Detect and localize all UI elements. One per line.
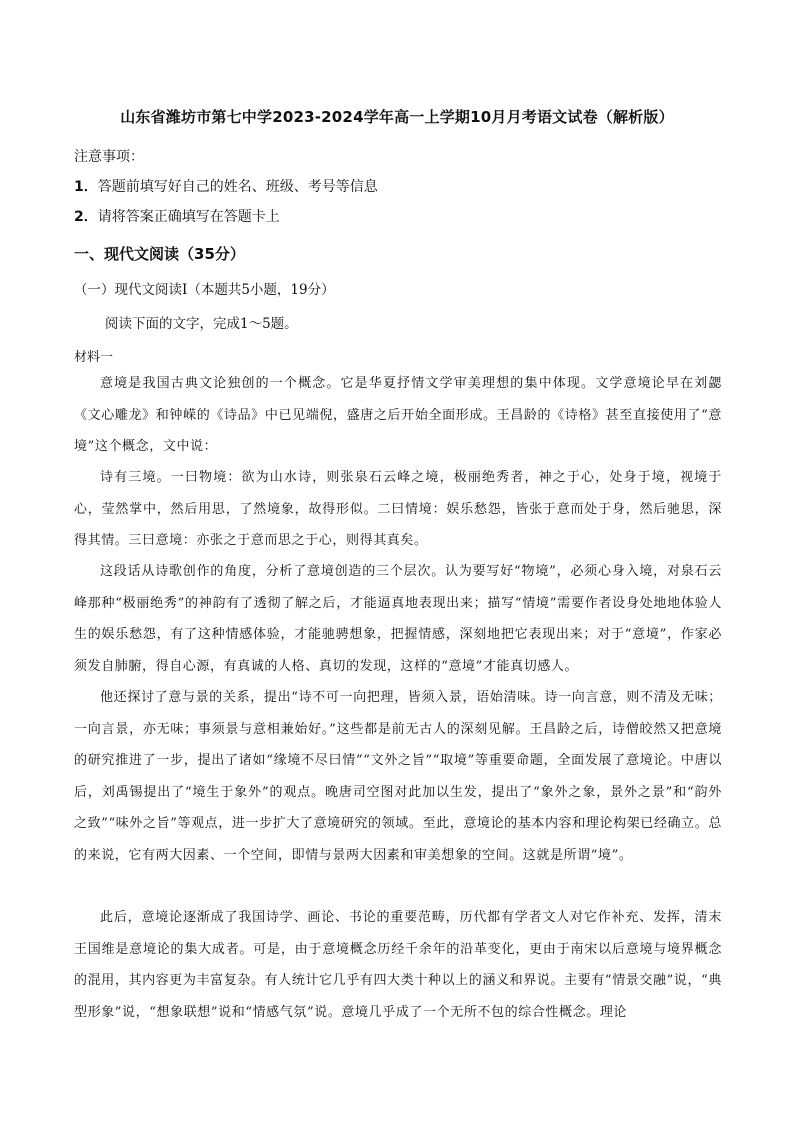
document-title: 山东省潍坊市第七中学2023-2024学年高一上学期10月月考语文试卷（解析版） [120, 108, 674, 126]
notice-heading: 注意事项： [74, 149, 144, 165]
reading-instruction: 阅读下面的文字，完成1～5题。 [105, 316, 298, 332]
section-heading: 一、现代文阅读（35分） [74, 245, 245, 263]
notice-number: 1． [74, 179, 98, 195]
paragraph-1: 意境是我国古典文论独创的一个概念。它是华夏抒情文学审美理想的集中体现。文学意境论早在刘勰《文心雕龙》和钟嵘的《诗品》中已见端倪，盛唐之后开始全面形成。王昌龄的《诗格》甚至直接使用了“意境”这个概念，文中说： [74, 376, 722, 454]
notice-text: 请将答案正确填写在答题卡上 [97, 209, 280, 225]
subsection-heading: （一）现代文阅读Ⅰ（本题共5小题，19分） [74, 282, 335, 298]
notice-number: 2． [74, 209, 98, 225]
notice-item-2 [74, 206, 280, 226]
paragraph-4: 他还探讨了意与景的关系，提出“诗不可一向把理，皆须入景，语始清味。诗一向言意，则不清及无味；一向言景，亦无味；事须景与意相兼始好。”这些都是前无古人的深刻见解。王昌龄之后，诗僧皎然又把意境的研究推进了一步，提出了诸如“缘境不尽曰情”“文外之旨”“取境”等重要命题，全面发展了意境论。中唐以后，刘禹锡提出了“境生于象外”的观点。晚唐司空图对此加以生发，提出了“象外之象，景外之景”和“韵外之致”“味外之旨”等观点，进一步扩大了意境研究的领域。至此，意境论的基本内容和理论构架已经确立。总的来说，它有两大因素、一个空间，即情与景两大因素和审美想象的空间。这就是所谓“境”。 [74, 690, 722, 863]
paragraph-quote: 诗有三境。一曰物境：欲为山水诗，则张泉石云峰之境，极丽绝秀者，神之于心，处身于境，视境于心，莹然掌中，然后用思，了然境象，故得形似。二曰情境：娱乐愁怨，皆张于意而处于身，然后驰思，深得其情。三曰意境：亦张之于意而思之于心，则得其真矣。 [74, 470, 722, 548]
material-label: 材料一 [74, 350, 114, 365]
paragraph-5: 此后，意境论逐渐成了我国诗学、画论、书论的重要范畴，历代都有学者文人对它作补充、发挥，清末王国维是意境论的集大成者。可是，由于意境概念历经千余年的沿革变化，更由于南宋以后意境与境界概念的混用，其内容更为丰富复杂。有人统计它几乎有四大类十种以上的涵义和界说。主要有“情景交融”说，“典型形象”说，“想象联想”说和“情感气氛”说。意境几乎成了一个无所不包的综合性概念。理论 [74, 910, 722, 1020]
notice-text: 答题前填写好自己的姓名、班级、考号等信息 [97, 179, 378, 195]
notice-item-1 [74, 176, 378, 196]
paragraph-3: 这段话从诗歌创作的角度，分析了意境创造的三个层次。认为要写好“物境”，必须心身入境，对泉石云峰那种“极丽绝秀”的神韵有了透彻了解之后，才能逼真地表现出来；描写“情境”需要作者设身处地地体验人生的娱乐愁怨，有了这种情感体验，才能驰骋想象，把握情感，深刻地把它表现出来；对于“意境”，作家必须发自肺腑，得自心源，有真诚的人格、真切的发现，这样的“意境”才能真切感人。 [74, 564, 722, 674]
